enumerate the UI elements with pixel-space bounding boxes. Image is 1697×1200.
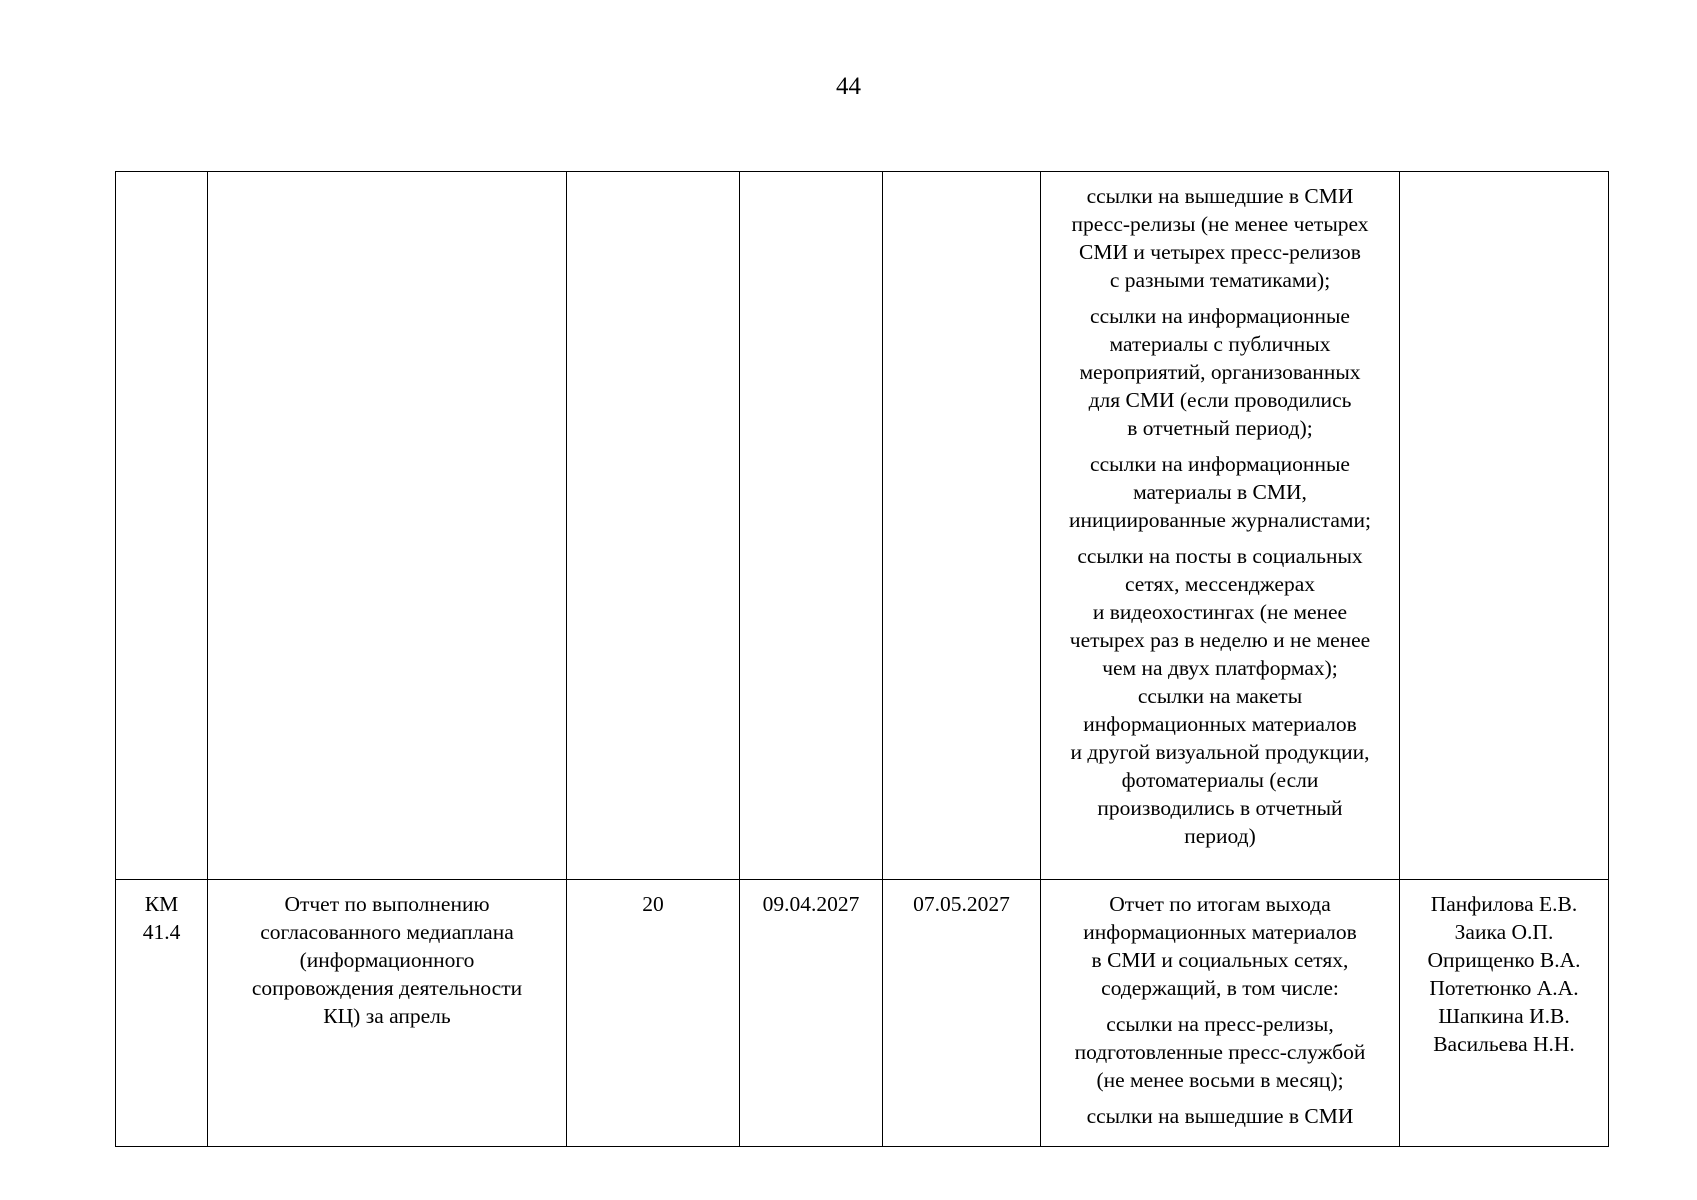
cell-result	[1041, 880, 1400, 1147]
cell-duration: 20	[567, 880, 740, 1147]
result-paragraph: ссылки на вышедшие в СМИ	[1086, 1104, 1354, 1128]
result-paragraph: Отчет по итогам выхода информационных материалов в СМИ и социальных сетях, содержащий, в том числе:	[1083, 892, 1357, 1000]
result-paragraph: ссылки на информационные материалы с публичных мероприятий, организованных для СМИ (если проводились в отчетный период);	[1079, 304, 1361, 440]
plan-table	[115, 171, 1609, 1147]
result-paragraph: ссылки на информационные материалы в СМИ, инициированные журналистами;	[1069, 452, 1371, 532]
table-row	[116, 172, 1609, 880]
cell-start-date: 09.04.2027	[740, 880, 883, 1147]
cell-name: Отчет по выполнению согласованного медиаплана (информационного сопровождения деятельности КЦ) за апрель	[208, 880, 567, 1147]
cell-end-date	[883, 172, 1041, 880]
result-paragraph: ссылки на посты в социальных сетях, мессенджерах и видеохостингах (не менее четырех раз в неделю и не менее чем на двух платформах); ссылки на макеты информационных материалов и другой визуальной продукции, фотоматериалы (если производились в отчетный период)	[1069, 544, 1371, 848]
result-paragraph: ссылки на пресс-релизы, подготовленные пресс-службой (не менее восьми в месяц);	[1074, 1012, 1366, 1092]
cell-id	[116, 172, 208, 880]
cell-id: КМ 41.4	[116, 880, 208, 1147]
cell-responsible: Панфилова Е.В. Заика О.П. Оприщенко В.А. Потетюнко А.А. Шапкина И.В. Васильева Н.Н.	[1400, 880, 1609, 1147]
cell-name	[208, 172, 567, 880]
table-row	[116, 880, 1609, 1147]
cell-start-date	[740, 172, 883, 880]
cell-responsible	[1400, 172, 1609, 880]
cell-duration	[567, 172, 740, 880]
page-number: 44	[836, 73, 861, 100]
cell-result	[1041, 172, 1400, 880]
result-paragraph: ссылки на вышедшие в СМИ пресс-релизы (не менее четырех СМИ и четырех пресс-релизов с разными тематиками);	[1071, 184, 1369, 292]
cell-end-date: 07.05.2027	[883, 880, 1041, 1147]
